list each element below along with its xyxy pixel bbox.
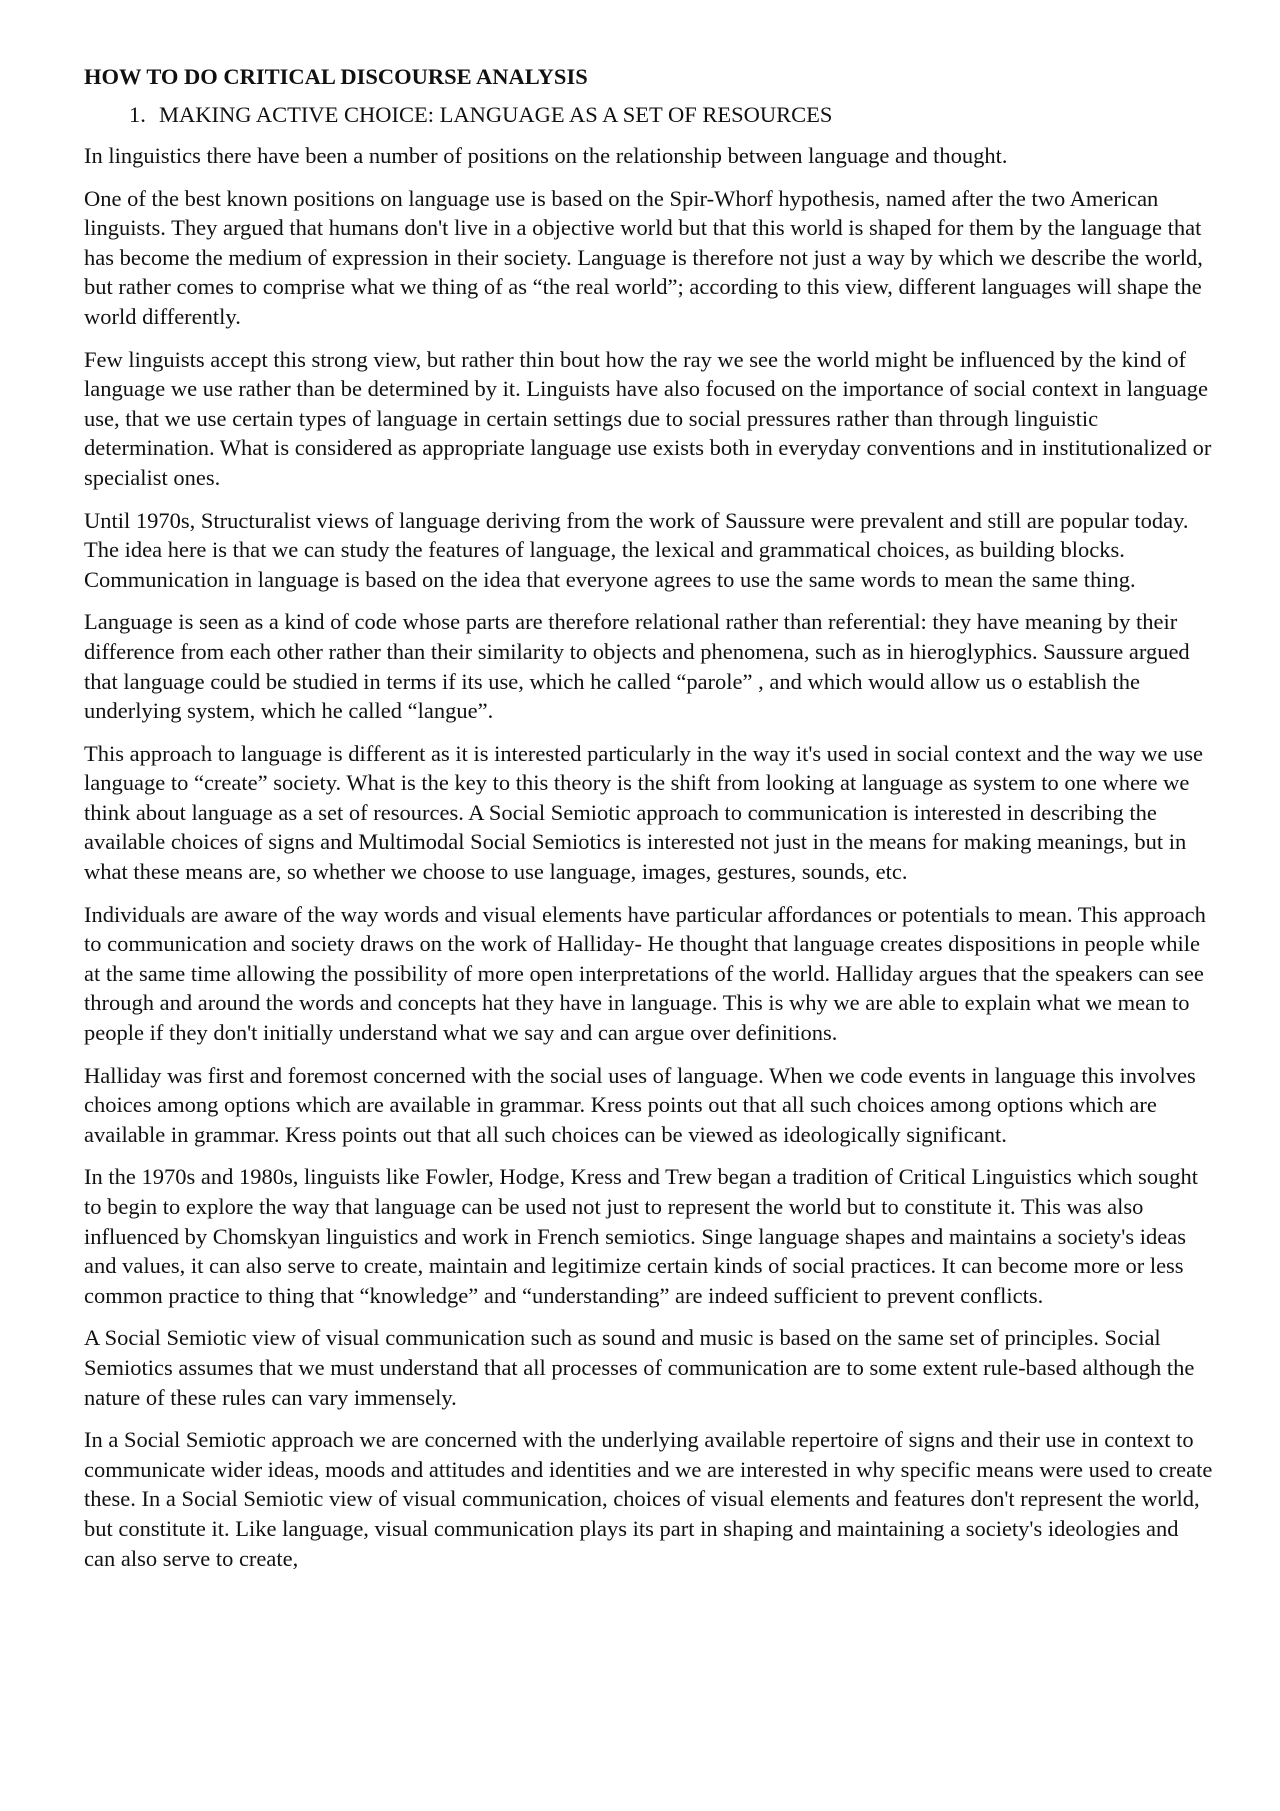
paragraph-9: In the 1970s and 1980s, linguists like Fowler, Hodge, Kress and Trew began a tradition of Critical Linguistics which sought to begin to explore the way that language can be used not just to represent the world but to constitute it. This was also influenced by Chomskyan linguistics and work in French semiotics. Singe language shapes and maintains a society's ideas and values, it can also serve to create, maintain and legitimize certain kinds of social practices. It can become more or less common practice to thing that “knowledge” and “understanding” are indeed sufficient to prevent conflicts. [84, 1164, 1198, 1308]
document-page [84, 62, 1214, 1586]
paragraph-2: One of the best known positions on language use is based on the Spir-Whorf hypothesis, named after the two American linguists. They argued that humans don't live in a objective world but that this world is shaped for them by the language that has become the medium of expression in their society. Language is therefore not just a way by which we describe the world, but rather comes to comprise what we thing of as “the real world”; according to this view, different languages will shape the world differently. [84, 185, 1203, 329]
section-heading-text: MAKING ACTIVE CHOICE: LANGUAGE AS A SET OF RESOURCES [159, 102, 833, 127]
document-title: HOW TO DO CRITICAL DISCOURSE ANALYSIS [84, 64, 588, 89]
paragraph-1: In linguistics there have been a number of positions on the relationship between language and thought. [84, 143, 1008, 168]
paragraph-5: Language is seen as a kind of code whose parts are therefore relational rather than referential: they have meaning by their difference from each other rather than their similarity to objects and phenomena, such as in hieroglyphics. Saussure argued that language could be studied in terms if its use, which he called “parole” , and which would allow us o establish the underlying system, which he called “langue”. [84, 609, 1190, 724]
paragraph-4: Until 1970s, Structuralist views of language deriving from the work of Saussure were prevalent and still are popular today. The idea here is that we can study the features of language, the lexical and grammatical choices, as building blocks. Communication in language is based on the idea that everyone agrees to use the same words to mean the same thing. [84, 507, 1189, 592]
paragraph-3: Few linguists accept this strong view, but rather thin bout how the ray we see the world might be influenced by the kind of language we use rather than be determined by it. Linguists have also focused on the importance of social context in language use, that we use certain types of language in certain settings due to social pressures rather than through linguistic determination. What is considered as appropriate language use exists both in everyday conventions and in institutionalized or specialist ones. [84, 346, 1212, 490]
section-number: 1. [129, 102, 146, 127]
paragraph-6: This approach to language is different as it is interested particularly in the way it's used in social context and the way we use language to “create” society. What is the key to this theory is the shift from looking at language as system to one where we think about language as a set of resources. A Social Semiotic approach to communication is interested in describing the available choices of signs and Multimodal Social Semiotics is interested not just in the means for making meanings, but in what these means are, so whether we choose to use language, images, gestures, sounds, etc. [84, 740, 1203, 885]
paragraph-7: Individuals are aware of the way words and visual elements have particular affordances or potentials to mean. This approach to communication and society draws on the work of Halliday- He thought that language creates dispositions in people while at the same time allowing the possibility of more open interpretations of the world. Halliday argues that the speakers can see through and around the words and concepts hat they have in language. This is why we are able to explain what we mean to people if they don't initially understand what we say and can argue over definitions. [84, 901, 1206, 1046]
section-heading [84, 100, 1214, 130]
paragraph-11: In a Social Semiotic approach we are concerned with the underlying available repertoire of signs and their use in context to communicate wider ideas, moods and attitudes and identities and we are interested in why specific means were used to create these. In a Social Semiotic view of visual communication, choices of visual elements and features don't represent the world, but constitute it. Like language, visual communication plays its part in shaping and maintaining a society's ideologies and can also serve to create, [84, 1427, 1213, 1571]
paragraph-10: A Social Semiotic view of visual communication such as sound and music is based on the same set of principles. Social Semiotics assumes that we must understand that all processes of communication are to some extent rule-based although the nature of these rules can vary immensely. [84, 1325, 1195, 1410]
paragraph-8: Halliday was first and foremost concerned with the social uses of language. When we code events in language this involves choices among options which are available in grammar. Kress points out that all such choices among options which are available in grammar. Kress points out that all such choices can be viewed as ideologically significant. [84, 1062, 1196, 1147]
